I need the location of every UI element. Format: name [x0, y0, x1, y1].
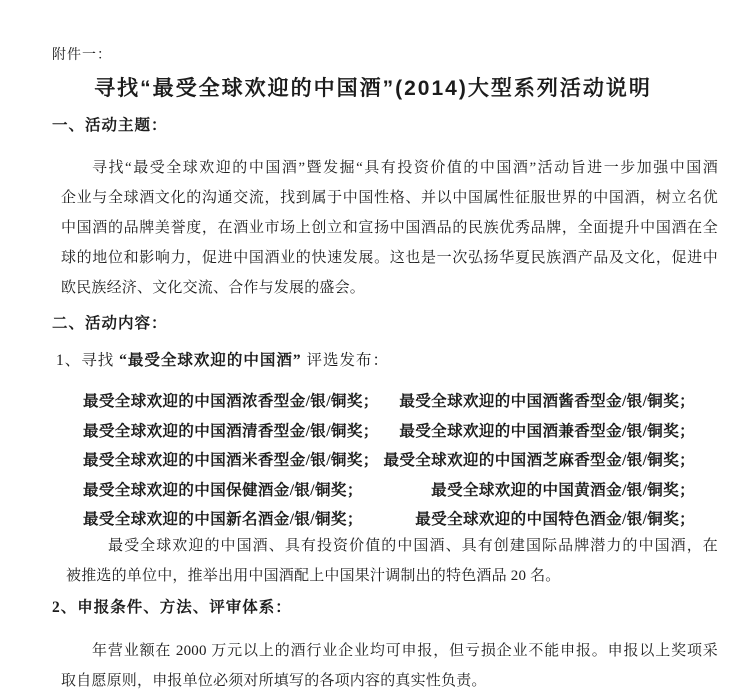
paragraph-application	[61, 636, 718, 690]
award-item: 最受全球欢迎的中国新名酒金/银/铜奖；	[83, 511, 363, 528]
paragraph-theme-line: 企业与全球酒文化的沟通交流，找到属于中国性格、并以中国属性征服世界的中国酒，树立名优	[61, 190, 718, 206]
award-list	[83, 387, 695, 535]
list-item-selection-suffix: 评选发布：	[301, 352, 390, 369]
award-item: 最受全球欢迎的中国保健酒金/银/铜奖；	[83, 481, 363, 499]
award-item: 最受全球欢迎的中国酒酱香型金/银/铜奖；	[399, 393, 695, 410]
list-item-selection-prefix: 1、寻找	[56, 352, 120, 369]
list-item-selection-heading	[56, 350, 389, 372]
award-item: 最受全球欢迎的中国酒清香型金/银/铜奖；	[83, 422, 379, 440]
paragraph-theme	[61, 153, 718, 303]
award-item: 最受全球欢迎的中国酒浓香型金/银/铜奖；	[83, 393, 379, 410]
attachment-label: 附件一：	[52, 48, 112, 63]
award-item: 最受全球欢迎的中国酒芝麻香型金/银/铜奖；	[383, 452, 695, 469]
paragraph-theme-line: 中国酒的品牌美誉度，在酒业市场上创立和宣扬中国酒品的民族优秀品牌，全面提升中国酒在全	[61, 220, 718, 236]
award-item: 最受全球欢迎的中国黄酒金/银/铜奖；	[431, 481, 695, 499]
award-item: 最受全球欢迎的中国特色酒金/银/铜奖；	[415, 511, 695, 528]
paragraph-theme-line: 寻找“最受全球欢迎的中国酒”暨发掘“具有投资价值的中国酒”活动旨进一步加强中国酒	[92, 160, 718, 176]
award-item: 最受全球欢迎的中国酒米香型金/银/铜奖；	[83, 452, 379, 469]
award-line	[83, 476, 695, 506]
paragraph-theme-line: 欧民族经济、文化交流、合作与发展的盛会。	[61, 280, 366, 296]
paragraph-theme-line: 球的地位和影响力，促进中国酒业的快速发展。这也是一次弘扬华夏民族酒产品及文化，促进中	[61, 250, 718, 266]
list-item-application-heading: 2、申报条件、方法、评审体系：	[52, 599, 292, 616]
list-item-selection-quote: “最受全球欢迎的中国酒”	[119, 352, 302, 369]
section-heading-content: 二、活动内容：	[52, 315, 168, 332]
award-line	[83, 387, 695, 417]
award-line	[83, 446, 695, 476]
paragraph-selection-line: 被推选的单位中，推举出用中国酒配上中国果汁调制出的特色酒品 20 名。	[66, 568, 561, 584]
paragraph-application-line: 取自愿原则，申报单位必须对所填写的各项内容的真实性负责。	[61, 673, 487, 689]
paragraph-selection-line: 最受全球欢迎的中国酒、具有投资价值的中国酒、具有创建国际品牌潜力的中国酒，在	[108, 538, 718, 554]
paragraph-application-line: 年营业额在 2000 万元以上的酒行业企业均可申报，但亏损企业不能申报。申报以上奖项采	[92, 643, 718, 659]
document-title: 寻找“最受全球欢迎的中国酒”(2014)大型系列活动说明	[94, 77, 652, 100]
award-line	[83, 417, 695, 447]
section-heading-theme: 一、活动主题：	[52, 117, 168, 134]
award-item: 最受全球欢迎的中国酒兼香型金/银/铜奖；	[399, 422, 695, 440]
paragraph-selection	[66, 531, 718, 591]
